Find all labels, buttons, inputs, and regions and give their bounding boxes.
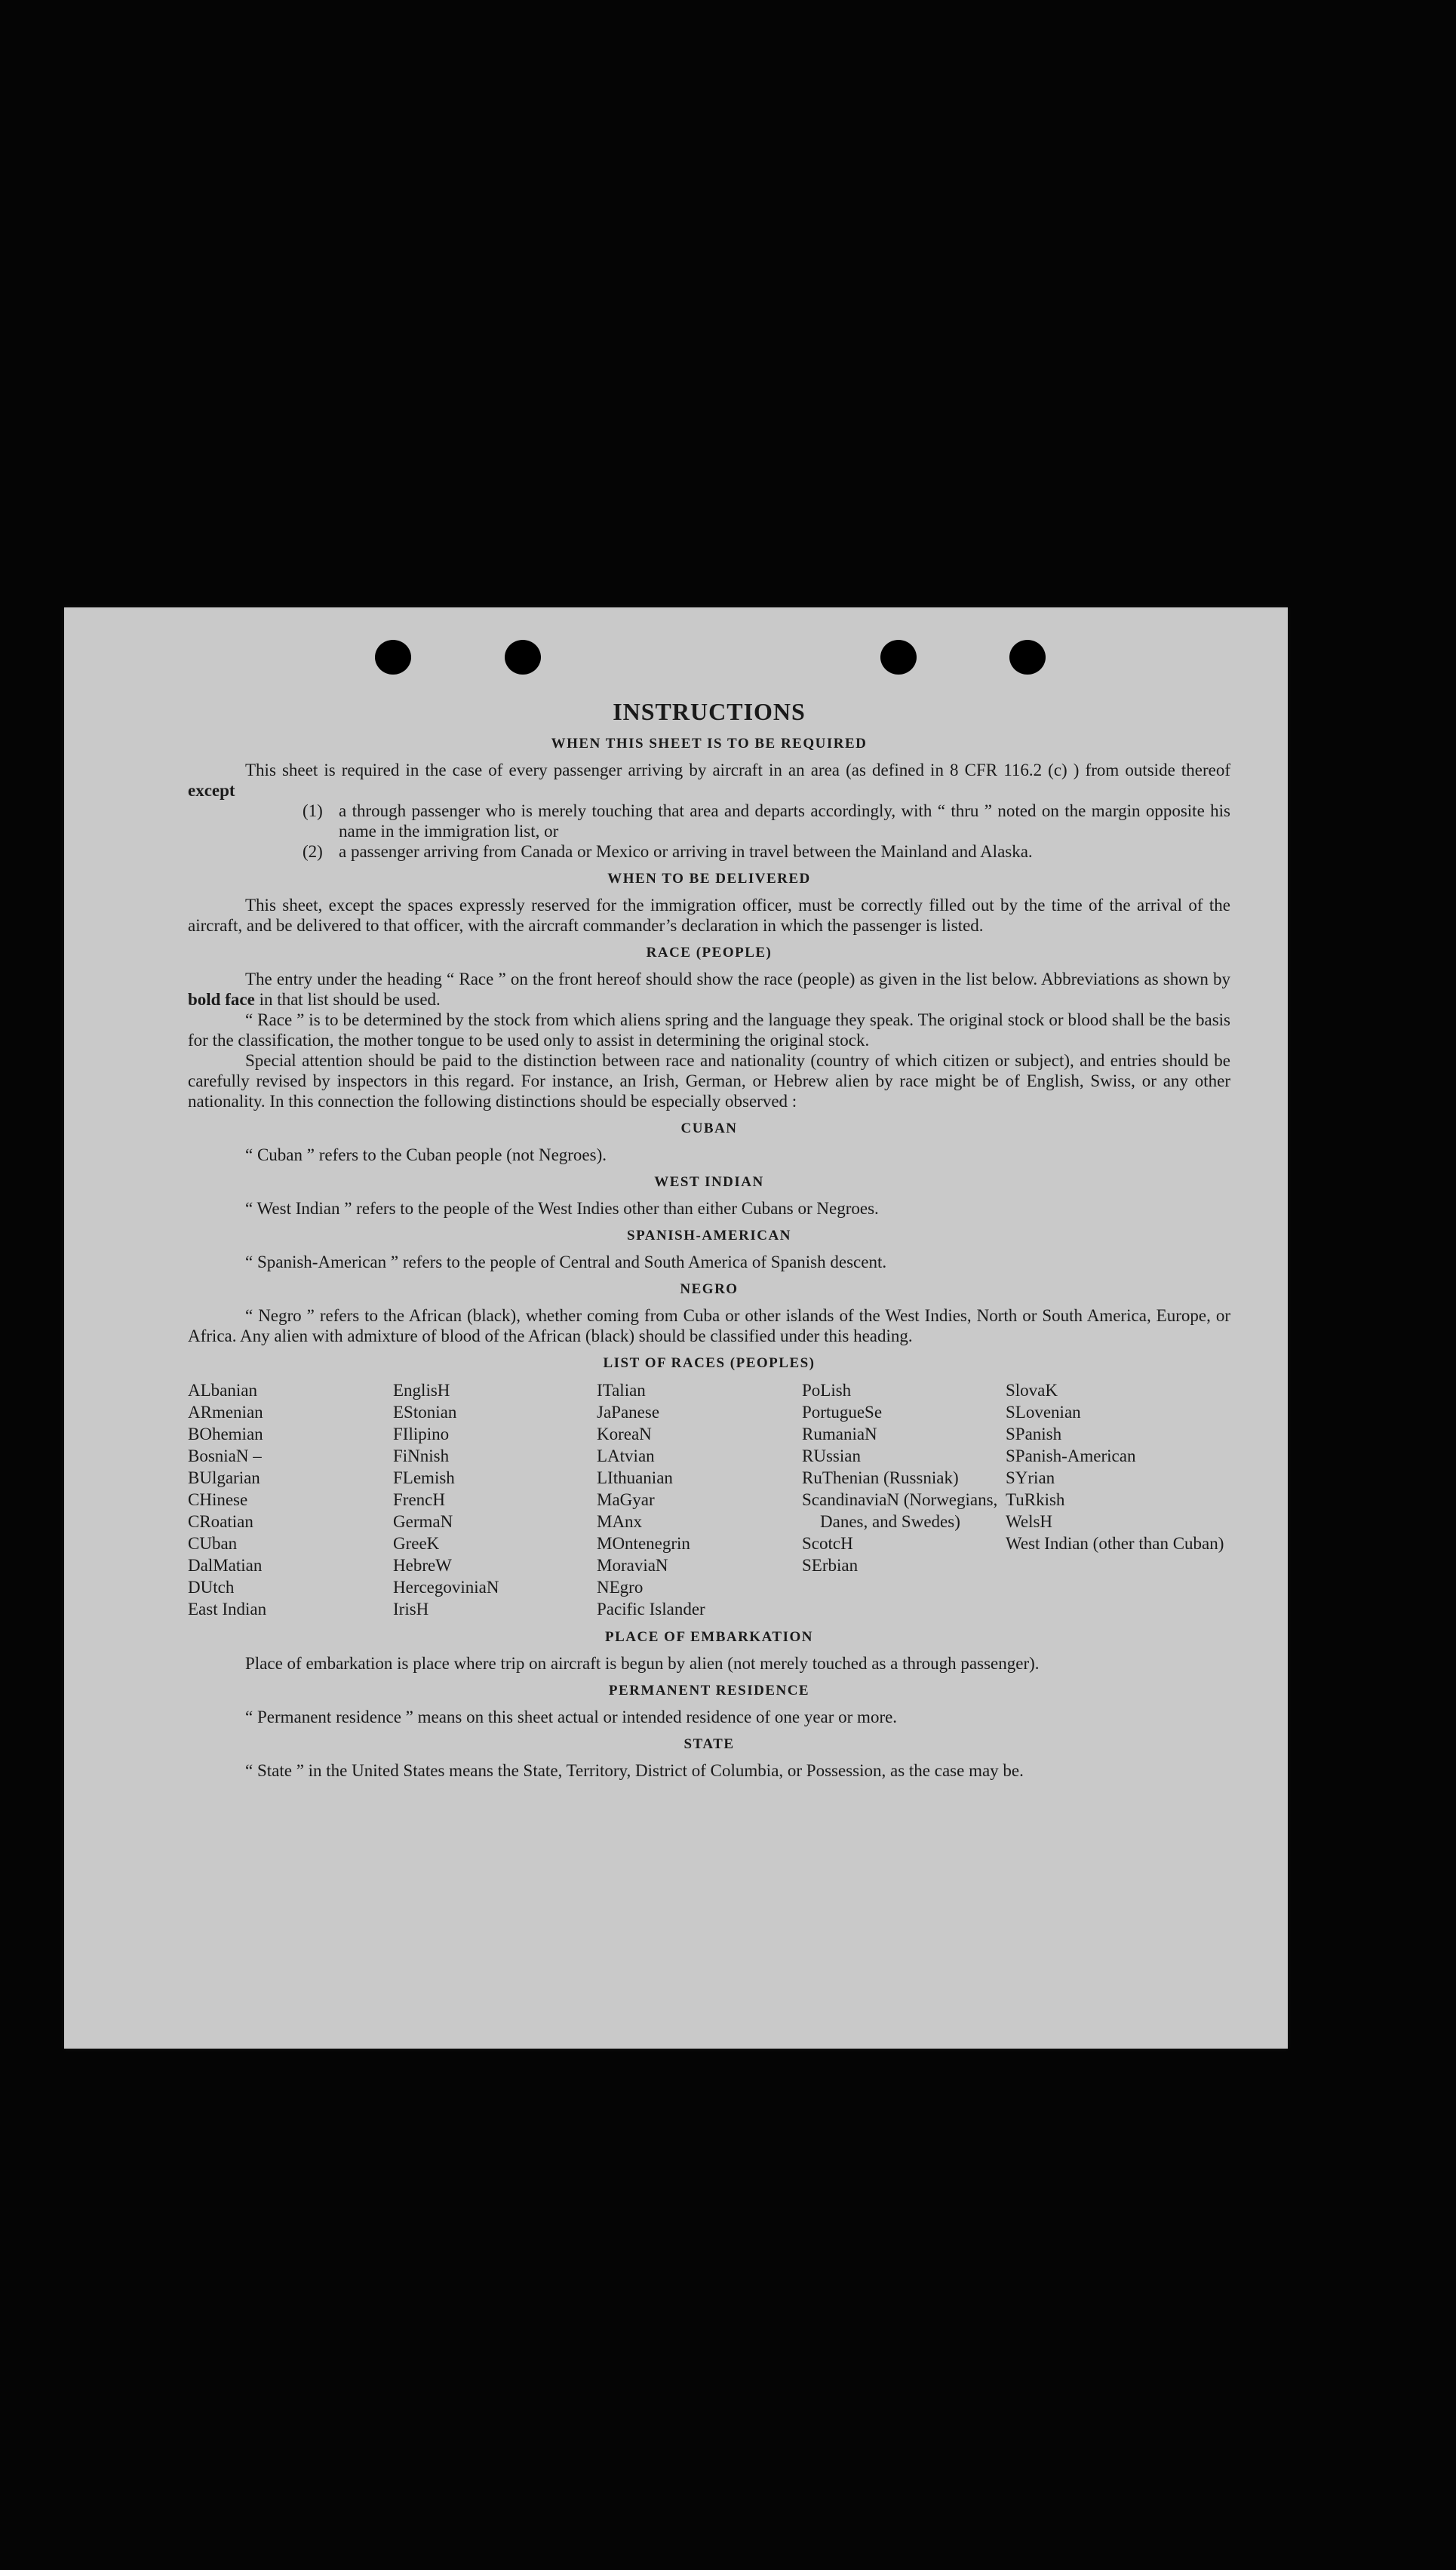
race-entry: NEgro	[597, 1578, 644, 1597]
race-entry: East Indian	[188, 1600, 267, 1619]
section-heading-residence: PERMANENT RESIDENCE	[608, 1683, 810, 1698]
race-entry: West Indian (other than Cuban)	[1006, 1534, 1224, 1553]
race-paragraph-3: Special attention should be paid to the distinction between race and nationality (country of which citizen or subject), and entries should be carefully revised by inspectors in this regard. For instance, an Irish, German, or Hebrew alien by race might be of English, Swiss, or any other nationality. In this connection the following distinctions should be especially observed :	[188, 1051, 1230, 1111]
race-entry: LIthuanian	[597, 1468, 673, 1487]
race-entry: EStonian	[393, 1403, 457, 1422]
punch-hole	[505, 640, 541, 675]
races-column	[188, 1379, 393, 1620]
exception-item	[303, 801, 1230, 841]
race-entry: GermaN	[393, 1512, 453, 1531]
race-paragraph-1	[188, 969, 1230, 1010]
race-entry: DalMatian	[188, 1556, 263, 1575]
race-entry: SYrian	[1006, 1468, 1055, 1487]
required-except-word: except	[188, 781, 235, 800]
race-entry: FrencH	[393, 1490, 445, 1509]
punch-hole	[880, 640, 917, 675]
race-entry: PoLish	[802, 1381, 852, 1400]
section-heading-west-indian: WEST INDIAN	[654, 1174, 764, 1190]
section-heading-race: RACE (PEOPLE)	[646, 945, 773, 961]
race-entry: FiNnish	[393, 1446, 450, 1465]
race-entry: BUlgarian	[188, 1468, 260, 1487]
race-entry: SPanish	[1006, 1425, 1062, 1443]
race-entry: MAnx	[597, 1512, 643, 1531]
required-intro-text: This sheet is required in the case of every passenger arriving by aircraft in an area (as defined in 8 CFR 116.2 (c) ) from outside thereof	[245, 761, 1230, 779]
punch-hole	[375, 640, 411, 675]
race-entry: FIlipino	[393, 1425, 450, 1443]
race-entry: EnglisH	[393, 1381, 450, 1400]
race-entry: Pacific Islander	[597, 1600, 705, 1619]
race-p1-text: The entry under the heading “ Race ” on the front hereof should show the race (people) as given in the list below. Abbreviations as shown by	[245, 970, 1230, 988]
state-text: “ State ” in the United States means the State, Territory, District of Columbia, or Possession, as the case may be.	[245, 1761, 1024, 1780]
race-entry: IrisH	[393, 1600, 429, 1619]
required-intro	[188, 760, 1230, 801]
section-heading-negro: NEGRO	[680, 1281, 739, 1297]
section-heading-embarkation: PLACE OF EMBARKATION	[605, 1629, 813, 1645]
races-column	[1006, 1379, 1230, 1620]
races-column	[597, 1379, 802, 1620]
race-entry: PortugueSe	[802, 1403, 883, 1422]
race-entry: RUssian	[802, 1446, 861, 1465]
race-entry: HebreW	[393, 1556, 452, 1575]
race-entry: ScotcH	[802, 1534, 853, 1553]
negro-text: “ Negro ” refers to the African (black), whether coming from Cuba or other islands of the West Indies, North or South America, Europe, or Africa. Any alien with admixture of blood of the African (black) should be classified under this heading.	[188, 1306, 1230, 1345]
race-entry: RuThenian (Russniak)	[802, 1468, 959, 1487]
embarkation-text: Place of embarkation is place where trip on aircraft is begun by alien (not merely touched as a through passenger).	[245, 1654, 1040, 1673]
section-heading-spanish-american: SPANISH-AMERICAN	[627, 1228, 791, 1243]
punch-hole	[1009, 640, 1046, 675]
race-entry: BosniaN –	[188, 1446, 262, 1465]
race-entry: ARmenian	[188, 1403, 263, 1422]
race-entry: SlovaK	[1006, 1381, 1058, 1400]
instructions-body	[188, 696, 1230, 1781]
page-title: INSTRUCTIONS	[613, 698, 806, 725]
race-paragraph-2: “ Race ” is to be determined by the stock from which aliens spring and the language they speak. The original stock or blood shall be the basis for the classification, the mother tongue to be used only to assist in determining the original stock.	[188, 1010, 1230, 1050]
race-entry: LAtvian	[597, 1446, 655, 1465]
section-heading-required: WHEN THIS SHEET IS TO BE REQUIRED	[551, 736, 868, 752]
document-sheet	[64, 607, 1288, 2049]
residence-text: “ Permanent residence ” means on this sheet actual or intended residence of one year or more.	[245, 1708, 898, 1726]
section-heading-list: LIST OF RACES (PEOPLES)	[603, 1355, 816, 1371]
race-entry: SErbian	[802, 1556, 859, 1575]
races-column	[802, 1379, 1006, 1620]
race-entry: SLovenian	[1006, 1403, 1081, 1422]
race-entry: DUtch	[188, 1578, 235, 1597]
race-entry: SPanish-American	[1006, 1446, 1136, 1465]
exception-number: (2)	[303, 842, 323, 861]
section-heading-state: STATE	[683, 1736, 735, 1752]
race-entry: MoraviaN	[597, 1556, 668, 1575]
exception-text: a passenger arriving from Canada or Mexico or arriving in travel between the Mainland and Alaska.	[339, 842, 1033, 861]
races-column	[393, 1379, 597, 1620]
delivered-text: This sheet, except the spaces expressly reserved for the immigration officer, must be correctly filled out by the time of the arrival of the aircraft, and be delivered to that officer, with the aircraft commander’s declaration in which the passenger is listed.	[188, 896, 1230, 935]
cuban-text: “ Cuban ” refers to the Cuban people (not Negroes).	[245, 1145, 607, 1164]
section-heading-delivered: WHEN TO BE DELIVERED	[607, 871, 811, 887]
race-entry: JaPanese	[597, 1403, 660, 1422]
races-list	[188, 1379, 1230, 1620]
race-entry: BOhemian	[188, 1425, 263, 1443]
race-entry: ScandinaviaN (Norwegians, Danes, and Swedes)	[802, 1490, 998, 1531]
race-entry: ITalian	[597, 1381, 646, 1400]
race-entry: MaGyar	[597, 1490, 655, 1509]
race-entry: CRoatian	[188, 1512, 253, 1531]
race-entry: ALbanian	[188, 1381, 257, 1400]
spanish-american-text: “ Spanish-American ” refers to the people of Central and South America of Spanish descent.	[245, 1253, 887, 1271]
exception-text: a through passenger who is merely touching that area and departs accordingly, with “ thru ” noted on the margin opposite his name in the immigration list, or	[339, 801, 1230, 841]
race-entry: CUban	[188, 1534, 238, 1553]
west-indian-text: “ West Indian ” refers to the people of the West Indies other than either Cubans or Negroes.	[245, 1199, 879, 1218]
exception-item	[303, 841, 1230, 862]
race-entry: GreeK	[393, 1534, 440, 1553]
race-p1-bold: bold face	[188, 990, 255, 1009]
section-heading-cuban: CUBAN	[680, 1121, 738, 1136]
race-p1-text-end: in that list should be used.	[259, 990, 441, 1009]
exception-number: (1)	[303, 801, 323, 820]
race-entry: RumaniaN	[802, 1425, 877, 1443]
race-entry: MOntenegrin	[597, 1534, 690, 1553]
race-entry: CHinese	[188, 1490, 248, 1509]
race-entry: FLemish	[393, 1468, 455, 1487]
race-entry: WelsH	[1006, 1512, 1053, 1531]
race-entry: HercegoviniaN	[393, 1578, 499, 1597]
race-entry: KoreaN	[597, 1425, 652, 1443]
race-entry: TuRkish	[1006, 1490, 1065, 1509]
